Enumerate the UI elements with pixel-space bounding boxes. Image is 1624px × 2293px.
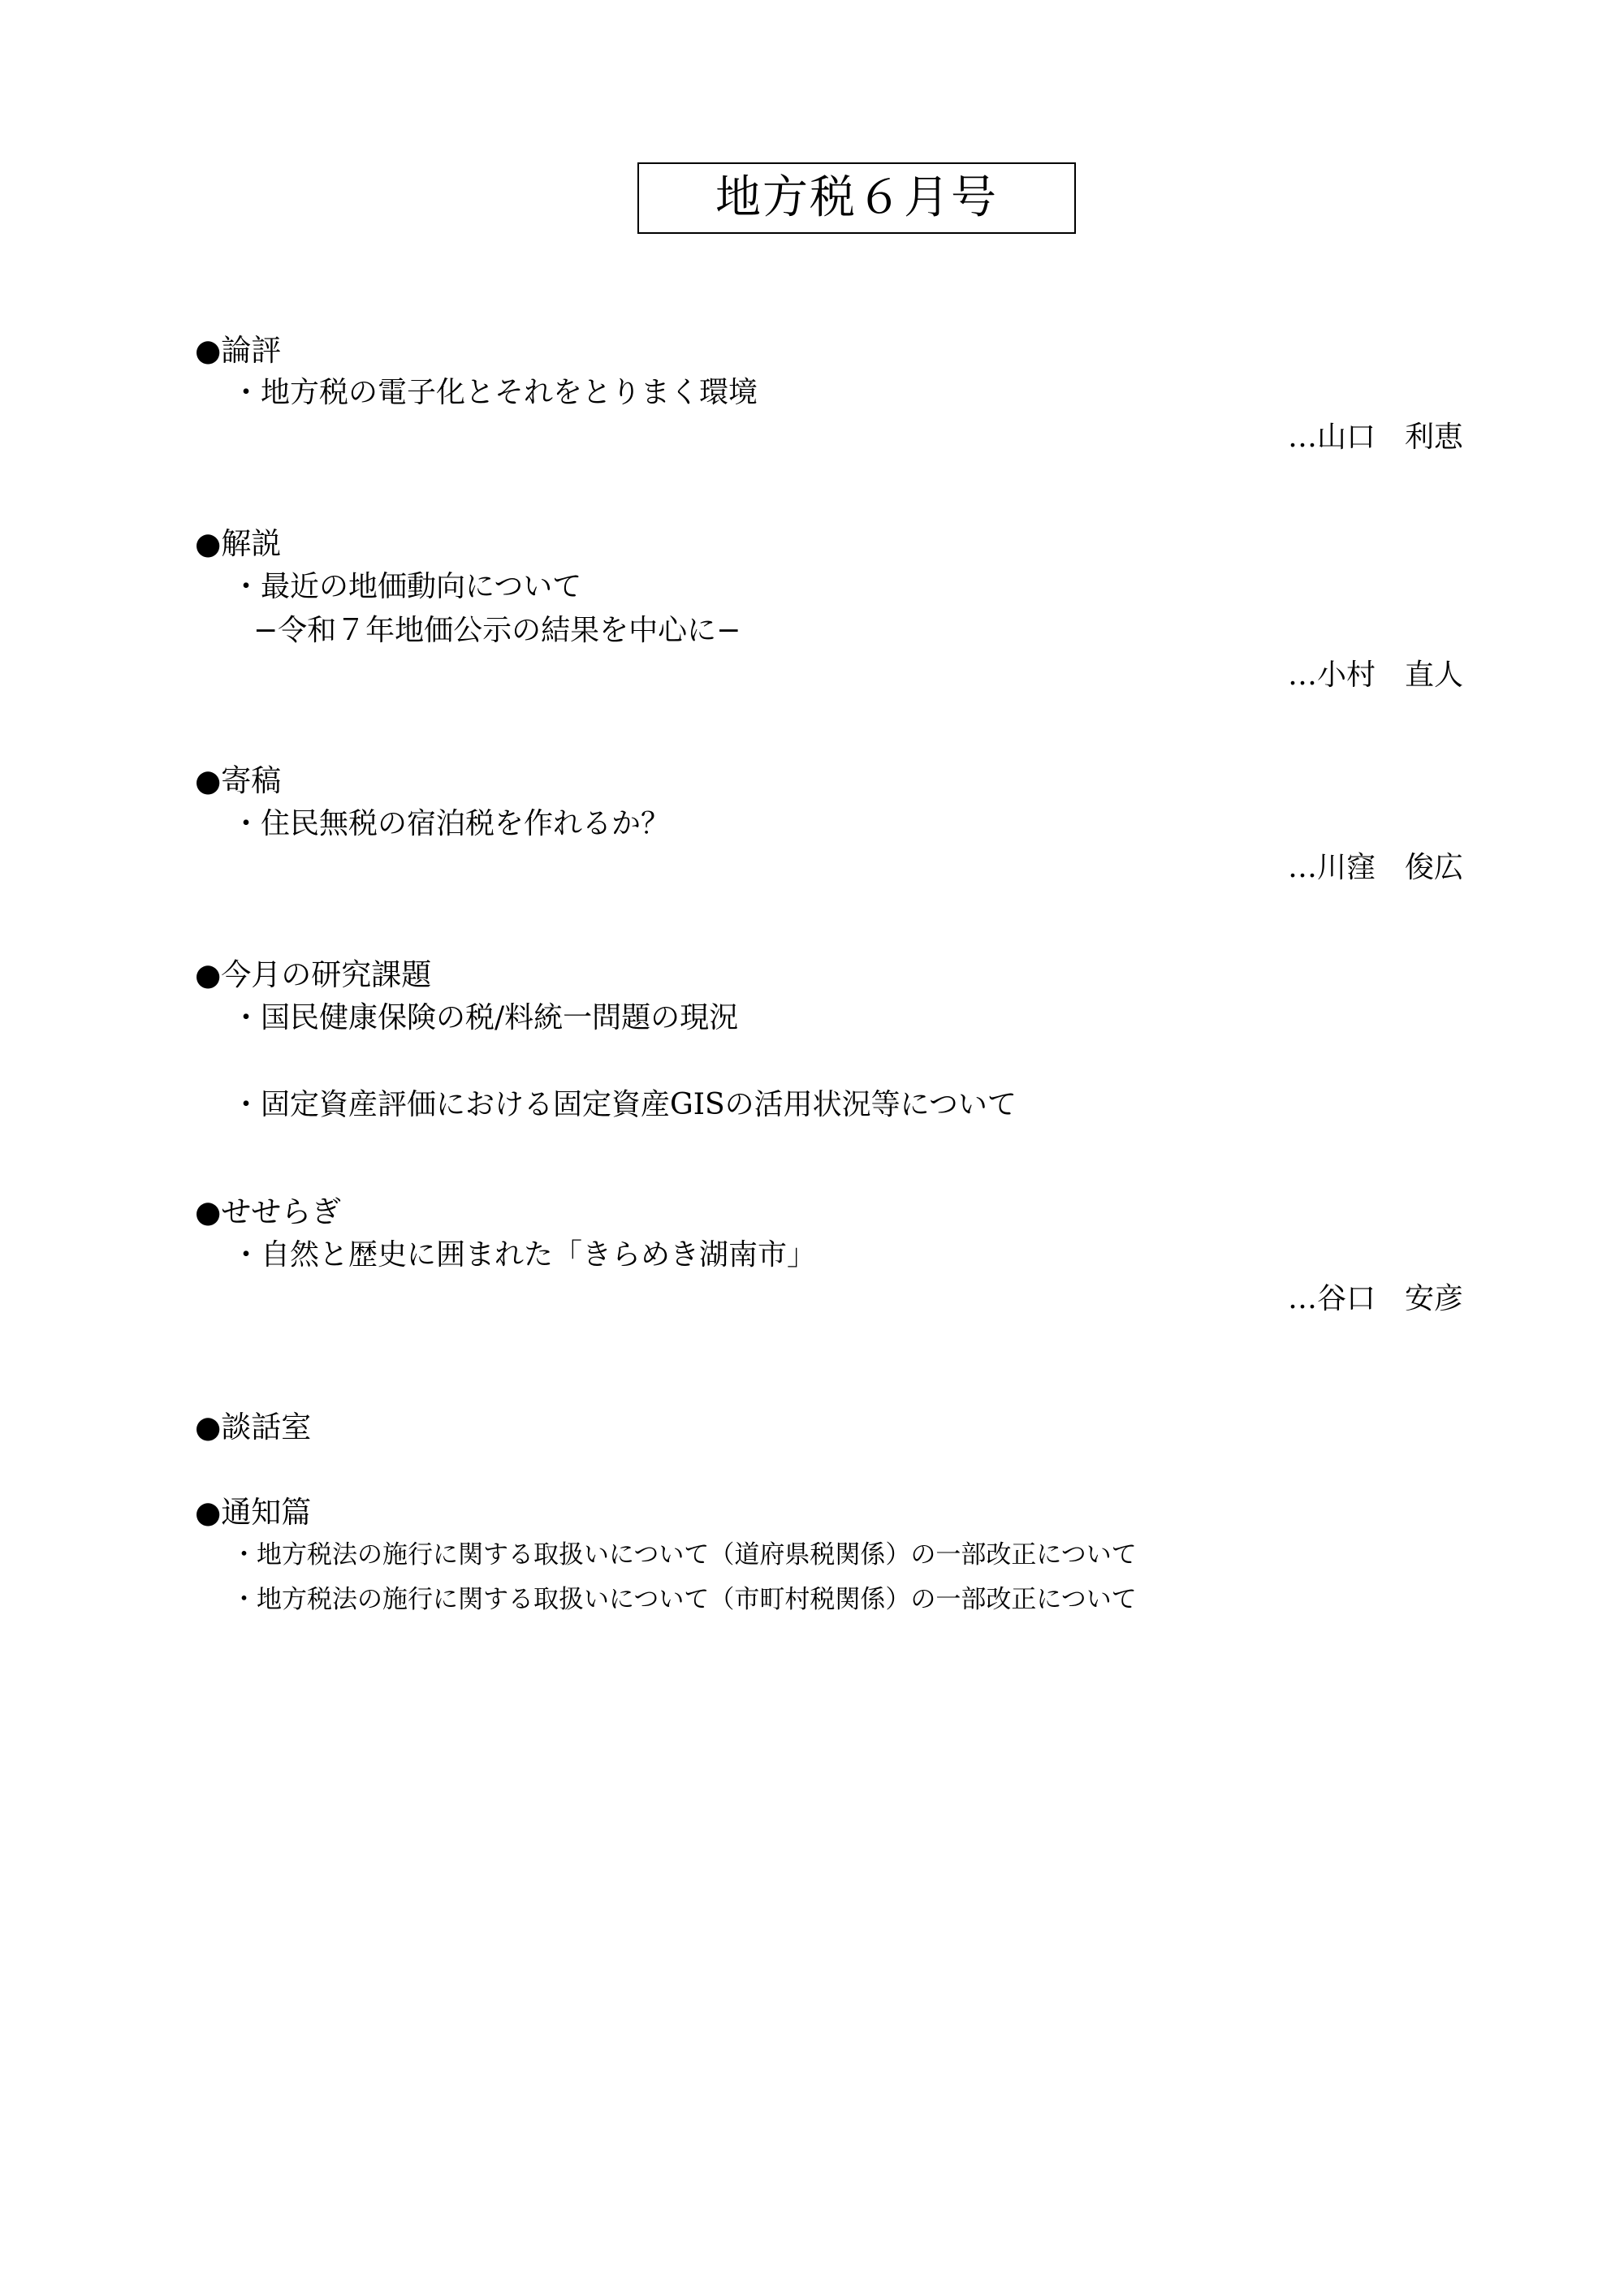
section-heading-research: ●今月の研究課題 xyxy=(195,957,432,992)
section-heading-danwashitsu: ●談話室 xyxy=(195,1410,312,1444)
article-title: ・国民健康保険の税/料統一問題の現況 xyxy=(231,1001,739,1034)
section-heading-kikou: ●寄稿 xyxy=(195,763,282,798)
notice-item: ・地方税法の施行に関する取扱いについて（市町村税関係）の一部改正について xyxy=(231,1585,1137,1614)
page-title: 地方税６月号 xyxy=(715,171,998,224)
section-heading-kaisetsu: ●解説 xyxy=(195,526,282,561)
section-heading-seseragi: ●せせらぎ xyxy=(195,1194,342,1229)
article-title: ・自然と歴史に囲まれた「きらめき湖南市」 xyxy=(231,1238,817,1272)
article-title: ・最近の地価動向について xyxy=(231,570,582,603)
section-heading-ronpyo: ●論評 xyxy=(195,333,282,368)
article-title: ・住民無税の宿泊税を作れるか？ xyxy=(231,807,671,840)
article-title: ・固定資産評価における固定資産GISの活用状況等について xyxy=(231,1088,1017,1121)
article-author: …山口 利恵 xyxy=(1287,421,1463,454)
article-subtitle: −令和７年地価公示の結果を中心に− xyxy=(253,614,741,647)
article-title: ・地方税の電子化とそれをとりまく環境 xyxy=(231,376,758,409)
notice-item: ・地方税法の施行に関する取扱いについて（道府県税関係）の一部改正について xyxy=(231,1540,1137,1570)
article-author: …小村 直人 xyxy=(1287,659,1463,692)
article-author: …谷口 安彦 xyxy=(1287,1282,1463,1315)
page-title-box xyxy=(637,162,1076,234)
section-heading-tsuchihen: ●通知篇 xyxy=(195,1495,312,1530)
article-author: …川窪 俊広 xyxy=(1287,851,1463,884)
